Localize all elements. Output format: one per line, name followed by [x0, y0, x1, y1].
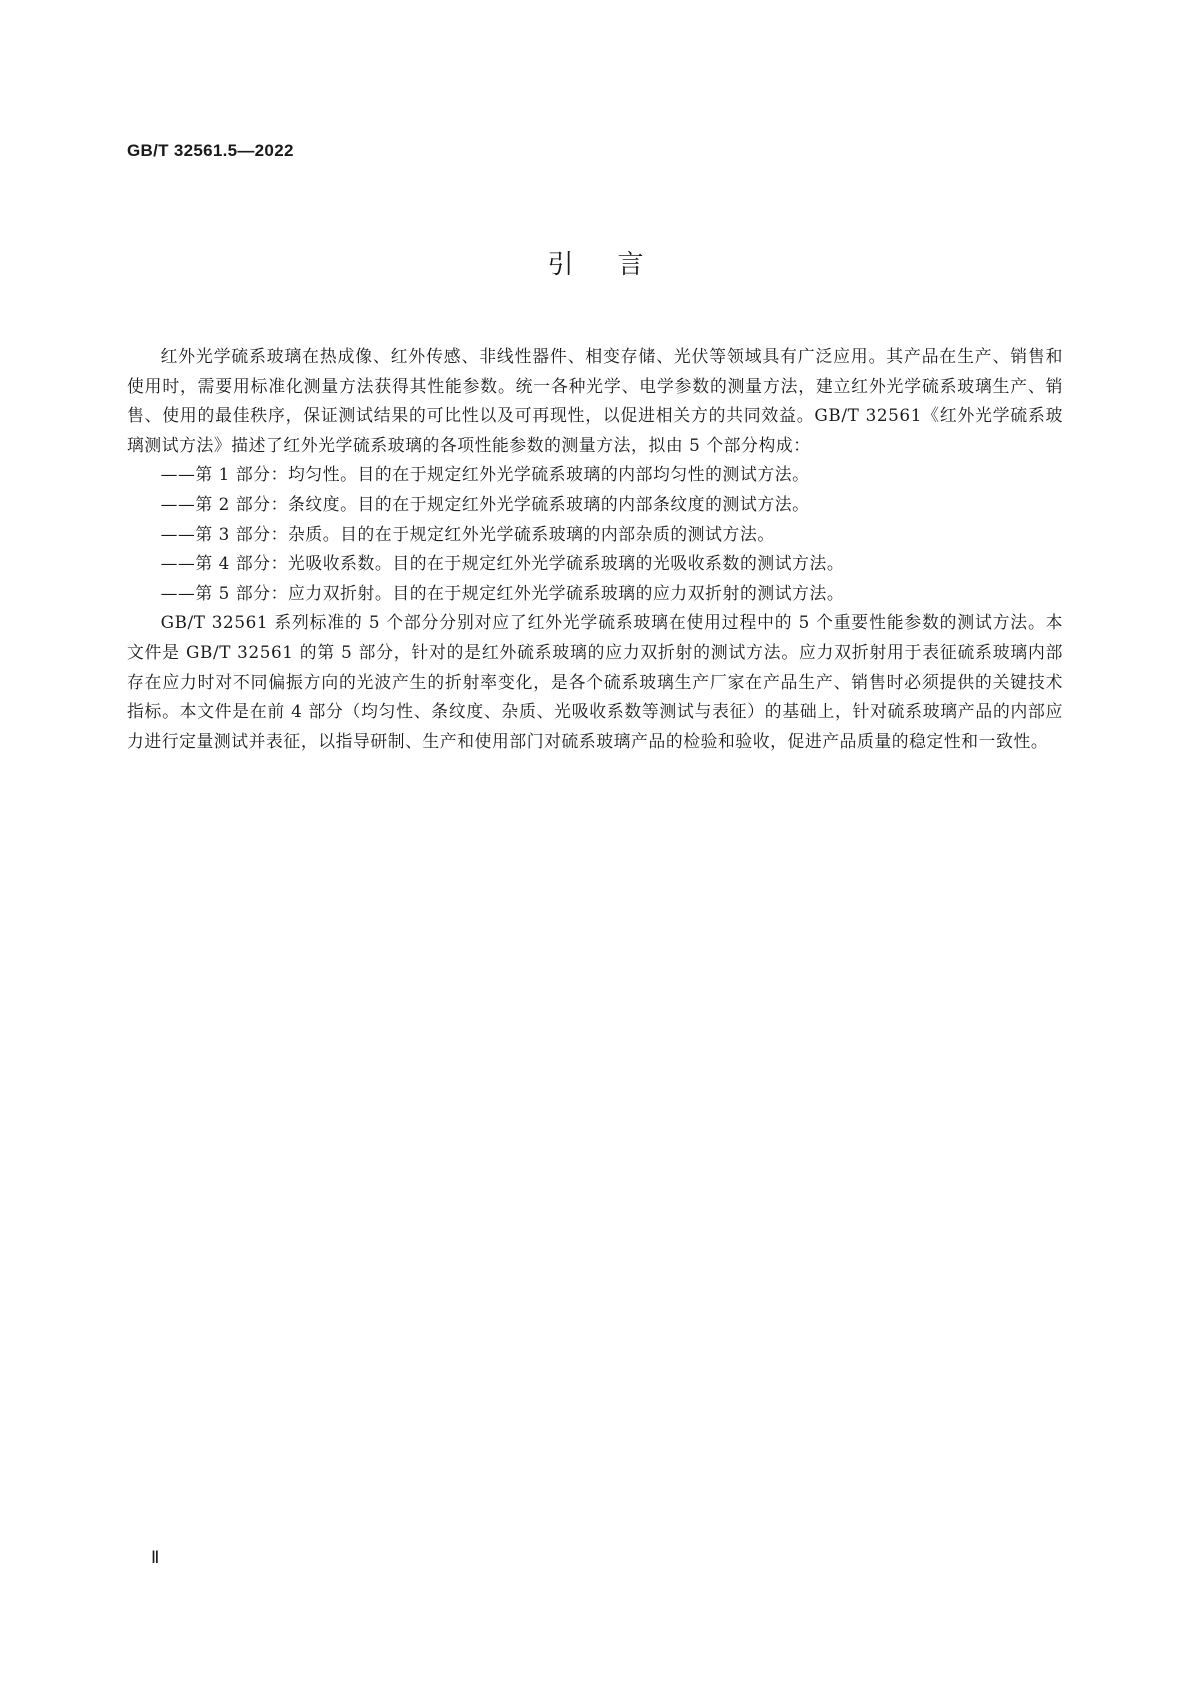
list-item-part-1: ——第 1 部分：均匀性。目的在于规定红外光学硫系玻璃的内部均匀性的测试方法。 — [160, 464, 810, 485]
document-body — [127, 342, 1063, 756]
intro-paragraph: 红外光学硫系玻璃在热成像、红外传感、非线性器件、相变存储、光伏等领域具有广泛应用。其产品在生产、销售和使用时，需要用标准化测量方法获得其性能参数。统一各种光学、电学参数的测量方法，建立红外光学硫系玻璃生产、销售、使用的最佳秩序，保证测试结果的可比性以及可再现性，以促进相关方的共同效益。GB/T 32561《红外光学硫系玻璃测试方法》描述了红外光学硫系玻璃的各项性能参数的测量方法，拟由 5 个部分构成： — [127, 346, 1063, 455]
list-item-part-3: ——第 3 部分：杂质。目的在于规定红外光学硫系玻璃的内部杂质的测试方法。 — [160, 523, 775, 544]
section-title: 引言 — [547, 250, 688, 280]
standard-number-header: GB/T 32561.5—2022 — [127, 141, 294, 160]
closing-paragraph: GB/T 32561 系列标准的 5 个部分分别对应了红外光学硫系玻璃在使用过程中的 5 个重要性能参数的测试方法。本文件是 GB/T 32561 的第 5 部分，针对的是红外硫系玻璃的应力双折射的测试方法。应力双折射用于表征硫系玻璃内部存在应力时对不同偏振方向的光波产生的折射率变化，是各个硫系玻璃生产厂家在产品生产、销售时必须提供的关键技术指标。本文件是在前 4 部分（均匀性、条纹度、杂质、光吸收系数等测试与表征）的基础上，针对硫系玻璃产品的内部应力进行定量测试并表征，以指导研制、生产和使用部门对硫系玻璃产品的检验和验收，促进产品质量的稳定性和一致性。 — [127, 612, 1063, 751]
list-item-part-4: ——第 4 部分：光吸收系数。目的在于规定红外光学硫系玻璃的光吸收系数的测试方法。 — [160, 553, 845, 574]
page-number: Ⅱ — [151, 1548, 160, 1567]
list-item-part-5: ——第 5 部分：应力双折射。目的在于规定红外光学硫系玻璃的应力双折射的测试方法。 — [160, 582, 845, 603]
list-item-part-2: ——第 2 部分：条纹度。目的在于规定红外光学硫系玻璃的内部条纹度的测试方法。 — [160, 493, 810, 514]
